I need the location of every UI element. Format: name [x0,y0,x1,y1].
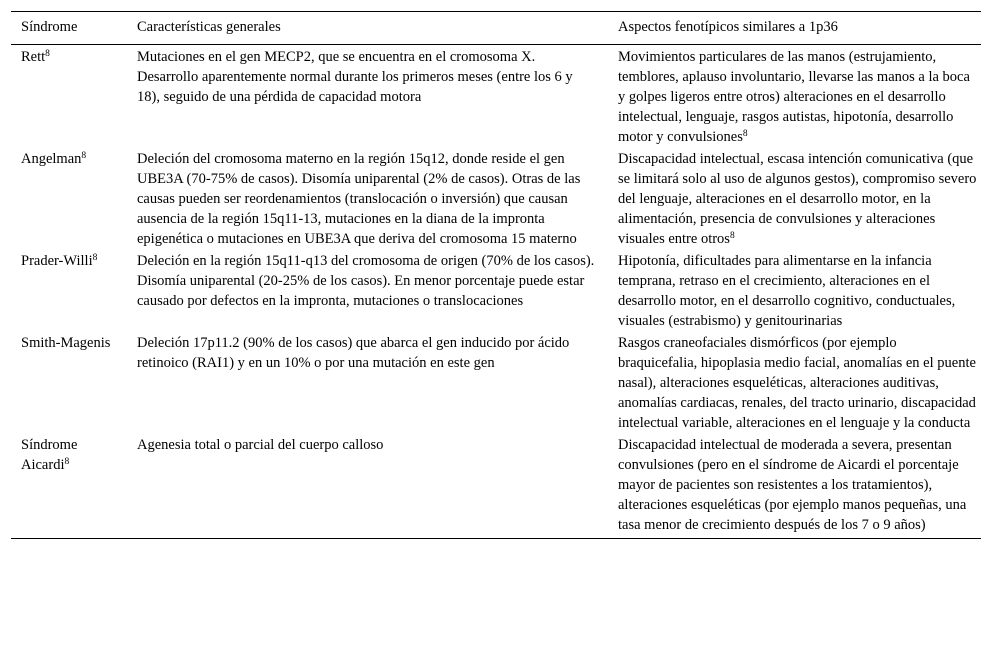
phenotype-text: Discapacidad intelectual, escasa intención comunicativa (que se limitará solo al uso de algunos gestos), compromiso severo del lenguaje, alteraciones en el desarrollo motor, en la alimentación, presencia de convulsiones y alteraciones visuales entre otros [618,151,977,247]
reference-superscript: 8 [64,457,70,467]
syndrome-name-cell [11,332,127,434]
syndrome-comparison-table [11,11,981,539]
syndrome-name: Angelman [21,151,82,167]
phenotype-cell [608,45,981,149]
general-characteristics-cell: Agenesia total o parcial del cuerpo calloso [127,434,608,539]
table-row [11,250,981,332]
general-characteristics-cell: Mutaciones en el gen MECP2, que se encuentra en el cromosoma X. Desarrollo aparentemente normal durante los primeros meses (entre los 6 y 18), seguido de una pérdida de capacidad motora [137,49,573,105]
syndrome-name: Prader-Willi [21,253,93,269]
table-row [11,45,981,149]
syndrome-name: Smith-Magenis [21,335,111,351]
phenotype-text: Hipotonía, dificultades para alimentarse en la infancia temprana, retraso en el crecimiento, alteraciones en el desarrollo motor, en el desarrollo cognitivo, conductuales, visuales (estrabismo) y genitourinarias [618,253,956,329]
phenotype-text: Rasgos craneofaciales dismórficos (por ejemplo braquicefalia, hipoplasia medio facial, anomalías en el puente nasal), alteraciones esqueléticas, alteraciones auditivas, anomalías cardiacas, renales, del tracto urinario, discapacidad intelectual variable, alteraciones en el lenguaje y la conducta [618,335,976,431]
general-characteristics-cell: Deleción 17p11.2 (90% de los casos) que abarca el gen inducido por ácido retinoico (RAI1) y en un 10% o por una mutación en este gen [137,335,570,371]
reference-superscript: 8 [92,253,98,263]
header-phenotypic-aspects: Aspectos fenotípicos similares a 1p36 [608,12,981,45]
phenotype-cell [608,148,981,250]
table-row [11,332,981,434]
syndrome-name: Síndrome Aicardi [21,437,78,473]
phenotype-cell [608,332,981,434]
phenotype-cell [608,434,981,539]
syndrome-name: Rett [21,49,46,65]
header-syndrome: Síndrome [11,12,127,45]
phenotype-text: Discapacidad intelectual de moderada a severa, presentan convulsiones (pero en el síndrome de Aicardi el porcentaje mayor de pacientes son resistentes a los tratamientos), alteraciones esqueléticas (por ejemplo manos pequeñas, una tasa menor de crecimiento después de los 7 o 9 años) [618,437,967,533]
phenotype-text: Movimientos particulares de las manos (estrujamiento, temblores, aplauso involuntario, llevarse las manos a la boca y golpes ligeros entre otros) alteraciones en el desarrollo intelectual, lenguaje, rasgos autistas, hipotonía, desarrollo motor y convulsiones [618,49,970,145]
general-characteristics-cell: Deleción en la región 15q11-q13 del cromosoma de origen (70% de los casos). Disomía uniparental (20-25% de los casos). En menor porcentaje puede estar causado por defectos en la impronta, mutaciones o translocaciones [137,253,595,309]
syndrome-table-container [11,11,981,539]
general-characteristics-cell: Deleción del cromosoma materno en la región 15q12, donde reside el gen UBE3A (70-75% de casos). Disomía uniparental (2% de casos). Otras de las causas pueden ser reordenamientos (translocación o inversión) que causan ausencia de la región 15q11-13, mutaciones en la diana de la impronta epigenética o mutaciones en UBE3A que deriva del cromosoma 15 materno [137,151,581,247]
reference-superscript: 8 [742,129,748,139]
table-row [11,434,981,539]
table-header-row [11,12,981,45]
table-row [11,148,981,250]
syndrome-name-cell [11,250,127,332]
syndrome-name-cell [11,434,127,539]
phenotype-cell [608,250,981,332]
reference-superscript: 8 [45,49,50,59]
syndrome-name-cell [11,148,127,250]
reference-superscript: 8 [729,231,735,241]
syndrome-name-cell [11,45,127,149]
reference-superscript: 8 [81,151,87,161]
header-general-characteristics: Características generales [127,12,608,45]
